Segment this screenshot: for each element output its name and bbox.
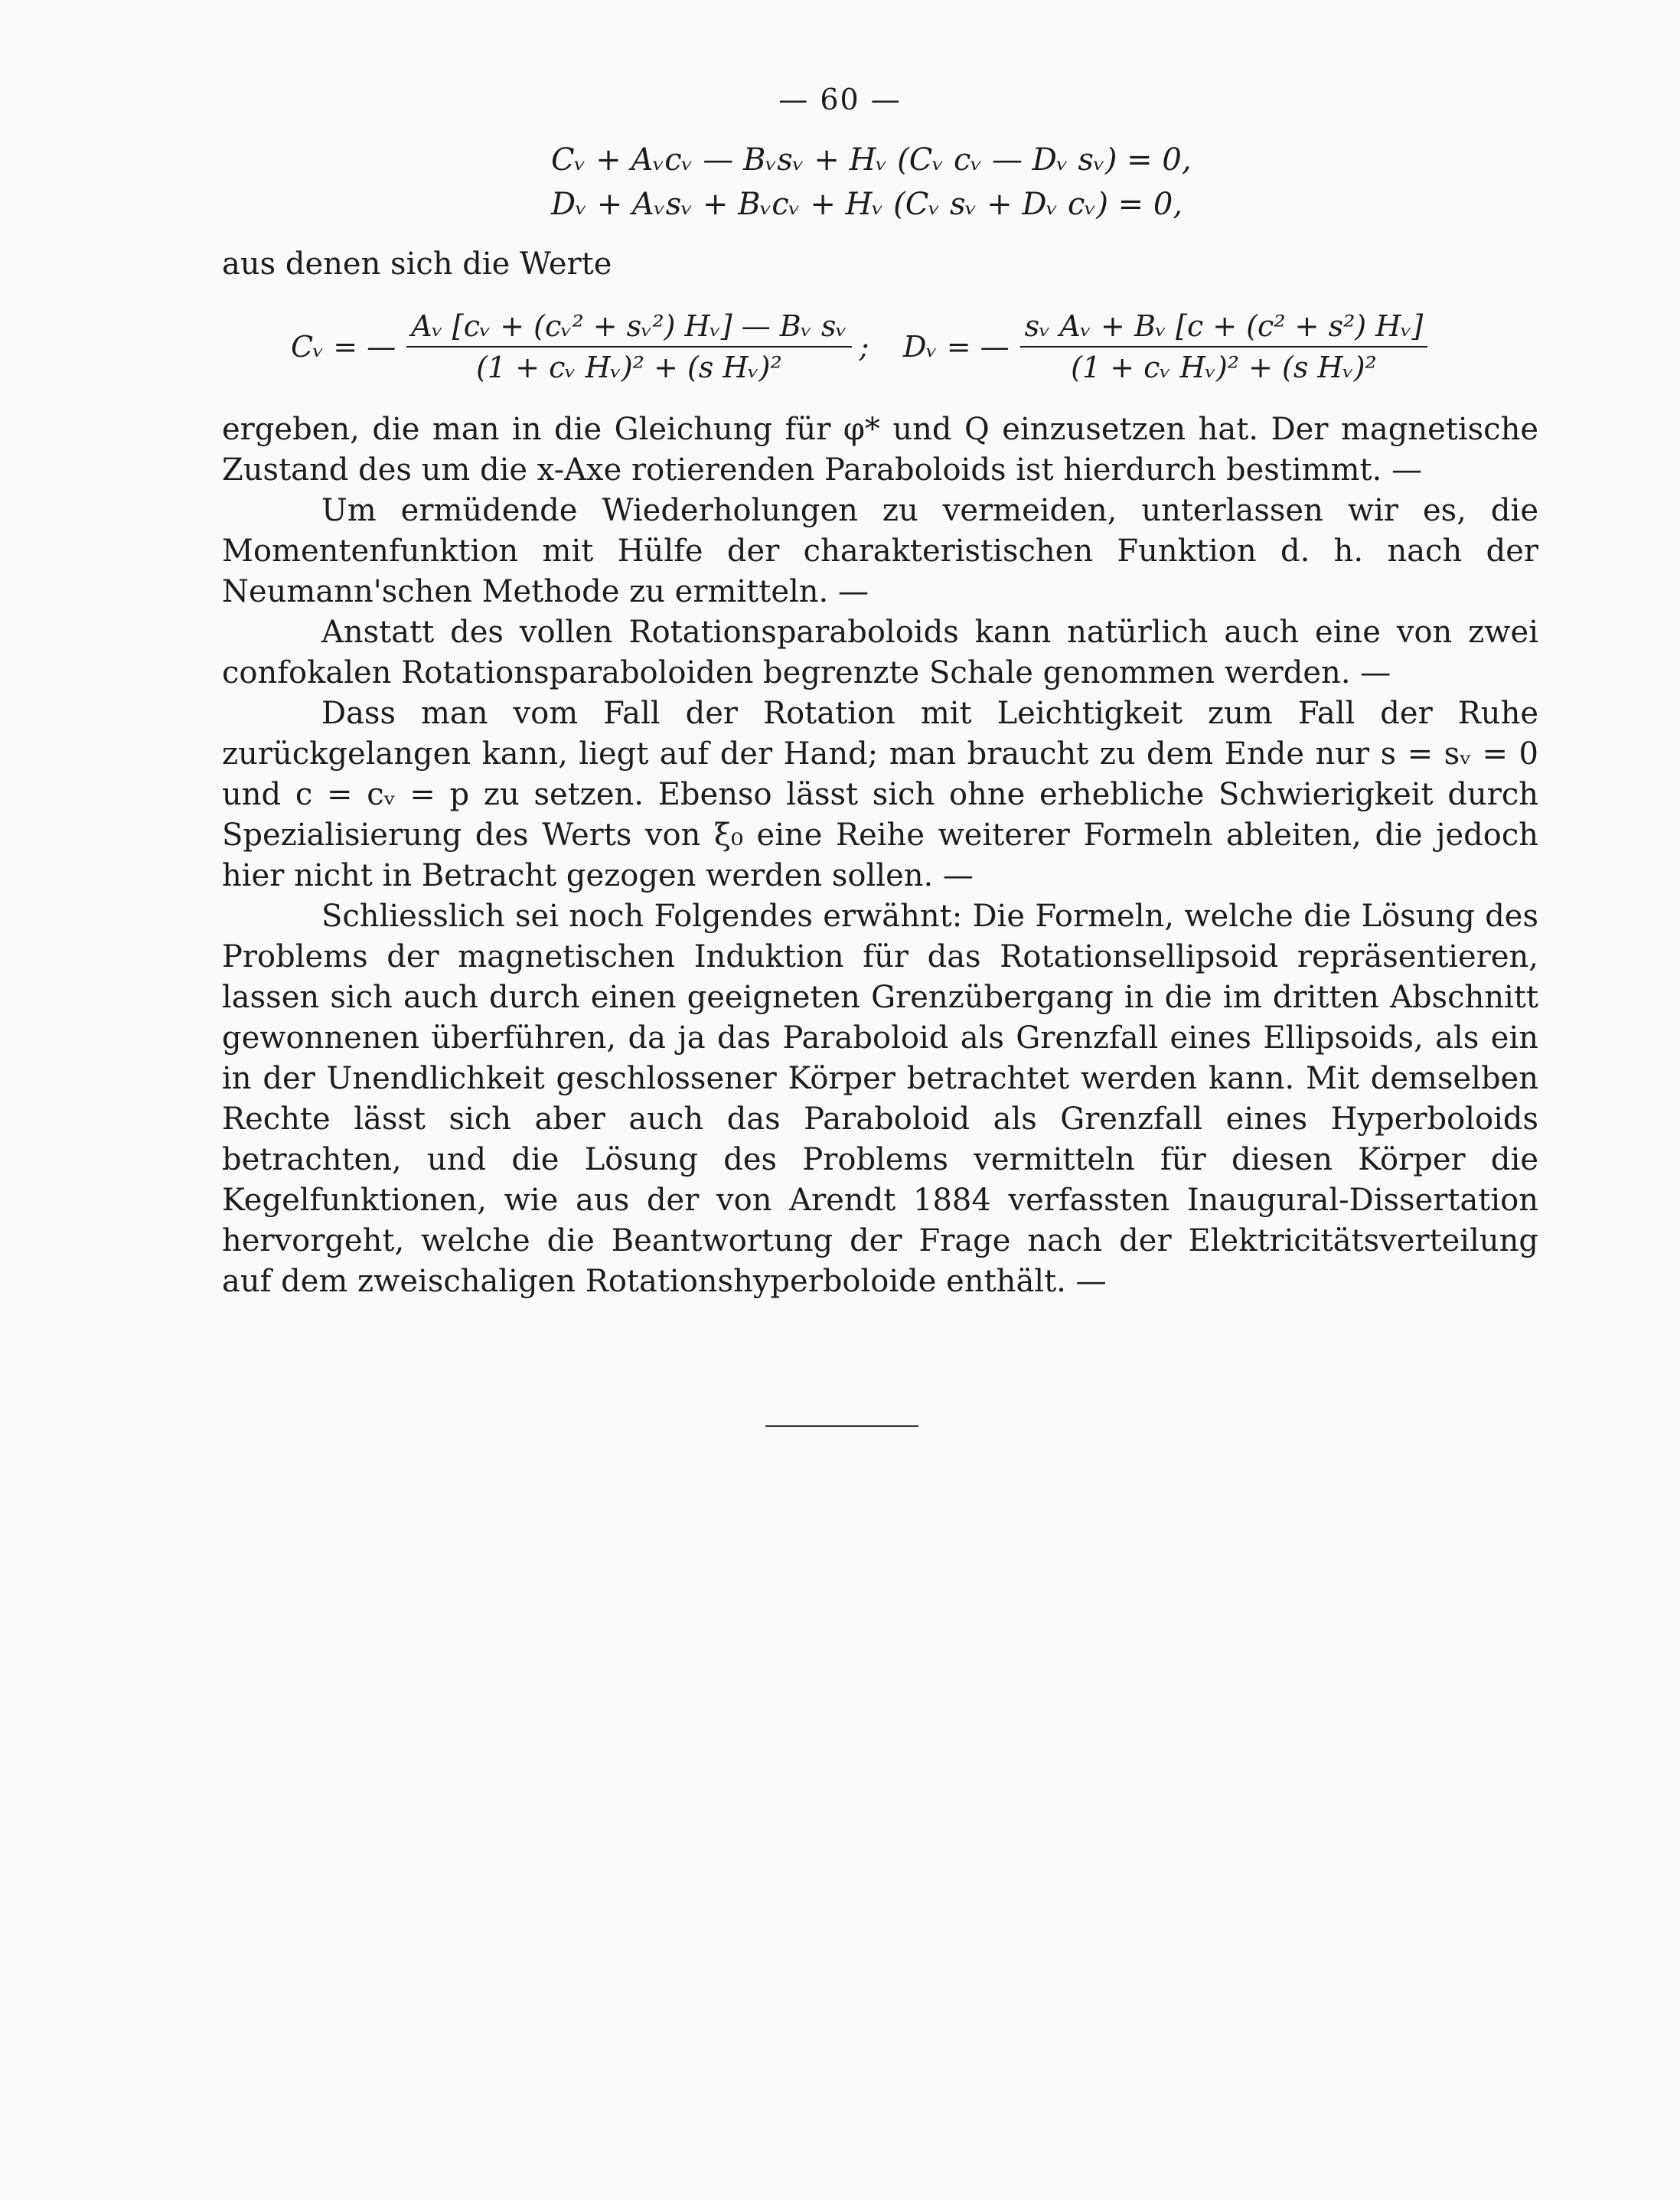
paragraph-2: Um ermüdende Wiederholungen zu vermeiden, unterlassen wir es, die Momentenfunktion mit Hülfe der charakteristischen Funktion d. h. nach der Neumann'schen Methode zu ermitteln. — (222, 493, 1538, 609)
paragraph-3: Anstatt des vollen Rotationsparaboloids kann natürlich auch eine von zwei confokalen Rotationsparaboloiden begrenzte Schale genommen werden. — (222, 615, 1538, 690)
formula-d-denominator: (1 + cᵥ Hᵥ)² + (s Hᵥ)² (1071, 351, 1377, 384)
formula-row (291, 305, 1454, 389)
formula-c-numerator: Aᵥ [cᵥ + (cᵥ² + sᵥ²) Hᵥ] — Bᵥ sᵥ (406, 309, 851, 348)
body-text (222, 410, 1538, 1302)
formula-c-fraction (406, 309, 851, 384)
lead-text: aus denen sich die Werte (222, 246, 612, 282)
formula-c (291, 305, 869, 389)
paragraph-4: Dass man vom Fall der Rotation mit Leichtigkeit zum Fall der Ruhe zurückgelangen kann, liegt auf der Hand; man braucht zu dem Ende nur s = sᵥ = 0 und c = cᵥ = p zu setzen. Ebenso lässt sich ohne erhebliche Schwierigkeit durch Spezialisierung des Werts von ξ₀ eine Reihe weiterer Formeln ableiten, die jedoch hier nicht in Betracht gezogen werden sollen. — (222, 696, 1538, 893)
paragraph-5: Schliesslich sei noch Folgendes erwähnt: Die Formeln, welche die Lösung des Problems der magnetischen Induktion für das Rotationsellipsoid repräsentieren, lassen sich auch durch einen geeigneten Grenzübergang in die im dritten Abschnitt gewonnenen überführen, da ja das Paraboloid als Grenzfall eines Ellipsoids, als ein in der Unendlichkeit geschlossener Körper betrachtet werden kann. Mit demselben Rechte lässt sich aber auch das Paraboloid als Grenzfall eines Hyperboloids betrachten, und die Lösung des Problems vermitteln für diesen Körper die Kegelfunktionen, wie aus der von Arendt 1884 verfassten Inaugural-Dissertation hervorgeht, welche die Beantwortung der Frage nach der Elektricitätsverteilung auf dem zweischaligen Rotationshyperboloide enthält. — (222, 899, 1538, 1299)
section-divider (765, 1425, 918, 1427)
formula-d-lhs: Dᵥ = — (903, 330, 1010, 364)
formula-d-fraction (1020, 309, 1428, 384)
formula-c-lhs: Cᵥ = — (291, 330, 396, 364)
formula-separator: ; (859, 330, 869, 364)
equation-line-1: Cᵥ + Aᵥcᵥ — Bᵥsᵥ + Hᵥ (Cᵥ cᵥ — Dᵥ sᵥ) = 0, (551, 142, 1192, 178)
formula-d (903, 305, 1427, 389)
paragraph-1: ergeben, die man in die Gleichung für φ* und Q einzusetzen hat. Der magnetische Zustand des um die x-Axe rotierenden Paraboloids ist hierdurch bestimmt. — (222, 412, 1538, 488)
formula-d-numerator: sᵥ Aᵥ + Bᵥ [c + (c² + s²) Hᵥ] (1020, 309, 1428, 348)
formula-c-denominator: (1 + cᵥ Hᵥ)² + (s Hᵥ)² (476, 351, 782, 384)
page-number: — 60 — (778, 83, 902, 116)
equation-system (551, 138, 1192, 227)
equation-line-2: Dᵥ + Aᵥsᵥ + Bᵥcᵥ + Hᵥ (Cᵥ sᵥ + Dᵥ cᵥ) = 0, (551, 187, 1183, 222)
